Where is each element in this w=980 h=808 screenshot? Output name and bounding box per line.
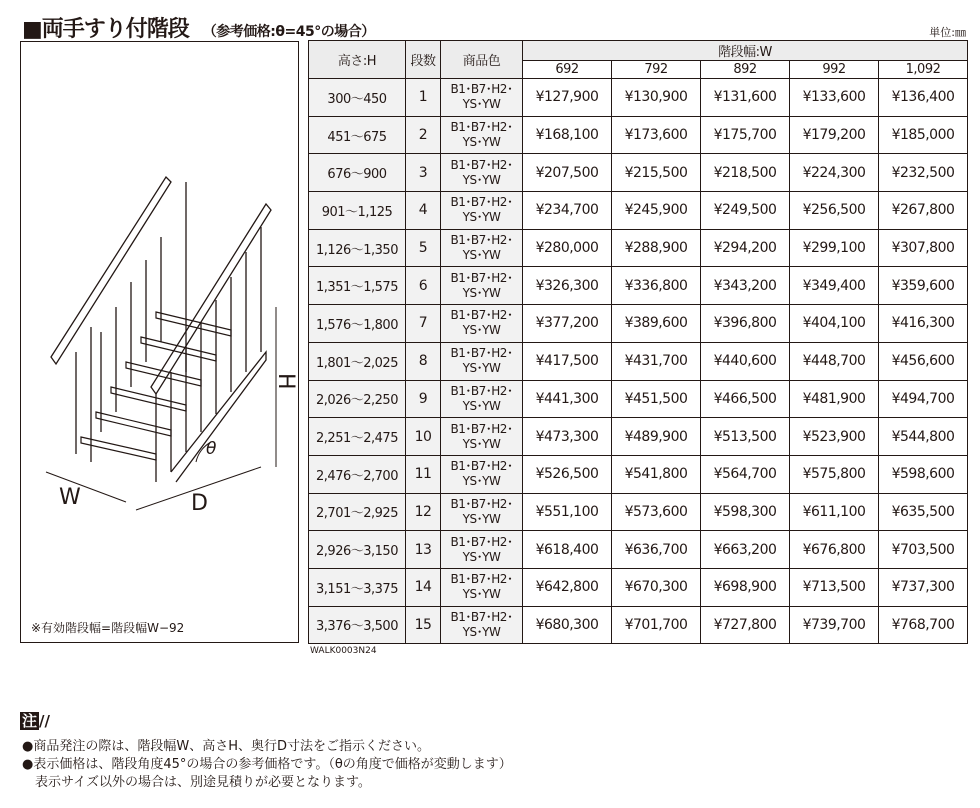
note-item: ●表示価格は、階段角度45°の場合の参考価格です。（θの角度で価格が変動します） bbox=[22, 757, 512, 772]
price-cell: ¥175,700 bbox=[701, 116, 790, 154]
color-line: YS･YW bbox=[462, 361, 501, 376]
header-height: 高さ:H bbox=[309, 41, 406, 79]
price-cell: ¥494,700 bbox=[879, 380, 968, 418]
label-h: H bbox=[273, 373, 298, 390]
stair-figure bbox=[20, 41, 299, 643]
header-steps: 段数 bbox=[406, 41, 441, 79]
price-cell: ¥359,600 bbox=[879, 267, 968, 305]
height-cell: 2,701〜2,925 bbox=[309, 493, 406, 531]
label-d: D bbox=[191, 491, 208, 516]
price-cell: ¥377,200 bbox=[523, 305, 612, 343]
color-cell bbox=[441, 493, 523, 531]
color-line: YS･YW bbox=[462, 210, 501, 225]
price-cell: ¥349,400 bbox=[790, 267, 879, 305]
height-cell: 2,476〜2,700 bbox=[309, 455, 406, 493]
price-cell: ¥526,500 bbox=[523, 455, 612, 493]
table-row bbox=[309, 606, 968, 644]
steps-cell: 1 bbox=[406, 79, 441, 117]
steps-cell: 9 bbox=[406, 380, 441, 418]
price-cell: ¥343,200 bbox=[701, 267, 790, 305]
table-row bbox=[309, 380, 968, 418]
color-cell bbox=[441, 116, 523, 154]
price-cell: ¥267,800 bbox=[879, 192, 968, 230]
price-cell: ¥127,900 bbox=[523, 79, 612, 117]
height-cell: 901〜1,125 bbox=[309, 192, 406, 230]
color-line: B1･B7･H2･ bbox=[450, 609, 513, 624]
price-cell: ¥768,700 bbox=[879, 606, 968, 644]
height-cell: 1,126〜1,350 bbox=[309, 229, 406, 267]
table-row bbox=[309, 418, 968, 456]
price-cell: ¥636,700 bbox=[612, 531, 701, 569]
price-cell: ¥676,800 bbox=[790, 531, 879, 569]
table-row bbox=[309, 342, 968, 380]
price-cell: ¥131,600 bbox=[701, 79, 790, 117]
price-cell: ¥703,500 bbox=[879, 531, 968, 569]
color-line: B1･B7･H2･ bbox=[450, 383, 513, 398]
price-cell: ¥249,500 bbox=[701, 192, 790, 230]
price-cell: ¥544,800 bbox=[879, 418, 968, 456]
price-cell: ¥207,500 bbox=[523, 154, 612, 192]
price-cell: ¥466,500 bbox=[701, 380, 790, 418]
table-row bbox=[309, 267, 968, 305]
price-cell: ¥448,700 bbox=[790, 342, 879, 380]
price-cell: ¥727,800 bbox=[701, 606, 790, 644]
price-cell: ¥326,300 bbox=[523, 267, 612, 305]
price-cell: ¥416,300 bbox=[879, 305, 968, 343]
color-line: YS･YW bbox=[462, 172, 501, 187]
color-line: YS･YW bbox=[462, 624, 501, 639]
color-line: B1･B7･H2･ bbox=[450, 233, 513, 248]
stair-illustration bbox=[21, 42, 300, 642]
color-line: B1･B7･H2･ bbox=[450, 308, 513, 323]
table-row bbox=[309, 493, 968, 531]
color-line: B1･B7･H2･ bbox=[450, 82, 513, 97]
price-cell: ¥215,500 bbox=[612, 154, 701, 192]
label-theta: θ bbox=[206, 439, 217, 459]
price-cell: ¥232,500 bbox=[879, 154, 968, 192]
steps-cell: 14 bbox=[406, 568, 441, 606]
price-cell: ¥224,300 bbox=[790, 154, 879, 192]
steps-cell: 10 bbox=[406, 418, 441, 456]
price-cell: ¥680,300 bbox=[523, 606, 612, 644]
table-row bbox=[309, 154, 968, 192]
price-cell: ¥136,400 bbox=[879, 79, 968, 117]
steps-cell: 12 bbox=[406, 493, 441, 531]
notes-heading: 注 // bbox=[22, 712, 50, 730]
title-text: ■両手すり付階段 bbox=[22, 17, 189, 42]
color-line: YS･YW bbox=[462, 511, 501, 526]
price-cell: ¥739,700 bbox=[790, 606, 879, 644]
header-width-4: 1,092 bbox=[879, 61, 968, 79]
price-cell: ¥642,800 bbox=[523, 568, 612, 606]
table-row bbox=[309, 192, 968, 230]
color-line: YS･YW bbox=[462, 323, 501, 338]
header-width-3: 992 bbox=[790, 61, 879, 79]
price-cell: ¥698,900 bbox=[701, 568, 790, 606]
color-cell bbox=[441, 568, 523, 606]
price-cell: ¥234,700 bbox=[523, 192, 612, 230]
note-item: 表示サイズ以外の場合は、別途見積りが必要となります。 bbox=[22, 775, 371, 790]
header-color: 商品色 bbox=[441, 41, 523, 79]
price-cell: ¥564,700 bbox=[701, 455, 790, 493]
price-cell: ¥573,600 bbox=[612, 493, 701, 531]
color-line: YS･YW bbox=[462, 549, 501, 564]
steps-cell: 11 bbox=[406, 455, 441, 493]
note-item: ●商品発注の際は、階段幅W、高さH、奥行D寸法をご指示ください。 bbox=[22, 739, 430, 754]
height-cell: 2,926〜3,150 bbox=[309, 531, 406, 569]
notes-heading-text: 注 bbox=[22, 712, 38, 730]
steps-cell: 13 bbox=[406, 531, 441, 569]
price-cell: ¥611,100 bbox=[790, 493, 879, 531]
table-row bbox=[309, 305, 968, 343]
price-cell: ¥598,300 bbox=[701, 493, 790, 531]
price-cell: ¥288,900 bbox=[612, 229, 701, 267]
color-line: B1･B7･H2･ bbox=[450, 496, 513, 511]
steps-cell: 8 bbox=[406, 342, 441, 380]
unit-label: 単位:㎜ bbox=[929, 26, 966, 39]
color-cell bbox=[441, 455, 523, 493]
price-cell: ¥551,100 bbox=[523, 493, 612, 531]
color-line: YS･YW bbox=[462, 587, 501, 602]
steps-cell: 4 bbox=[406, 192, 441, 230]
price-cell: ¥431,700 bbox=[612, 342, 701, 380]
steps-cell: 6 bbox=[406, 267, 441, 305]
price-cell: ¥294,200 bbox=[701, 229, 790, 267]
height-cell: 2,026〜2,250 bbox=[309, 380, 406, 418]
price-cell: ¥489,900 bbox=[612, 418, 701, 456]
color-line: B1･B7･H2･ bbox=[450, 459, 513, 474]
height-cell: 676〜900 bbox=[309, 154, 406, 192]
color-line: B1･B7･H2･ bbox=[450, 195, 513, 210]
color-line: B1･B7･H2･ bbox=[450, 534, 513, 549]
color-cell bbox=[441, 79, 523, 117]
price-cell: ¥523,900 bbox=[790, 418, 879, 456]
steps-cell: 2 bbox=[406, 116, 441, 154]
table-row bbox=[309, 568, 968, 606]
color-cell bbox=[441, 342, 523, 380]
steps-cell: 3 bbox=[406, 154, 441, 192]
header-width-0: 692 bbox=[523, 61, 612, 79]
color-cell bbox=[441, 531, 523, 569]
color-line: B1･B7･H2･ bbox=[450, 270, 513, 285]
steps-cell: 5 bbox=[406, 229, 441, 267]
height-cell: 1,351〜1,575 bbox=[309, 267, 406, 305]
color-cell bbox=[441, 192, 523, 230]
height-cell: 1,801〜2,025 bbox=[309, 342, 406, 380]
price-cell: ¥307,800 bbox=[879, 229, 968, 267]
height-cell: 451〜675 bbox=[309, 116, 406, 154]
notes-list bbox=[22, 738, 512, 792]
steps-cell: 15 bbox=[406, 606, 441, 644]
steps-cell: 7 bbox=[406, 305, 441, 343]
price-cell: ¥441,300 bbox=[523, 380, 612, 418]
price-cell: ¥451,500 bbox=[612, 380, 701, 418]
price-cell: ¥701,700 bbox=[612, 606, 701, 644]
price-cell: ¥179,200 bbox=[790, 116, 879, 154]
color-line: B1･B7･H2･ bbox=[450, 120, 513, 135]
table-row bbox=[309, 229, 968, 267]
color-cell bbox=[441, 154, 523, 192]
price-cell: ¥513,500 bbox=[701, 418, 790, 456]
price-cell: ¥541,800 bbox=[612, 455, 701, 493]
color-line: YS･YW bbox=[462, 135, 501, 150]
price-cell: ¥185,000 bbox=[879, 116, 968, 154]
price-cell: ¥663,200 bbox=[701, 531, 790, 569]
price-cell: ¥245,900 bbox=[612, 192, 701, 230]
color-cell bbox=[441, 380, 523, 418]
price-cell: ¥737,300 bbox=[879, 568, 968, 606]
page-title bbox=[22, 12, 375, 43]
color-cell bbox=[441, 606, 523, 644]
color-line: YS･YW bbox=[462, 398, 501, 413]
price-cell: ¥336,800 bbox=[612, 267, 701, 305]
color-line: YS･YW bbox=[462, 436, 501, 451]
subtitle: （参考価格:θ=45°の場合） bbox=[202, 24, 375, 40]
color-line: YS･YW bbox=[462, 97, 501, 112]
price-cell: ¥473,300 bbox=[523, 418, 612, 456]
header-width-1: 792 bbox=[612, 61, 701, 79]
price-cell: ¥168,100 bbox=[523, 116, 612, 154]
color-line: YS･YW bbox=[462, 285, 501, 300]
price-cell: ¥481,900 bbox=[790, 380, 879, 418]
color-line: YS･YW bbox=[462, 474, 501, 489]
price-cell: ¥299,100 bbox=[790, 229, 879, 267]
color-line: YS･YW bbox=[462, 248, 501, 263]
color-line: B1･B7･H2･ bbox=[450, 346, 513, 361]
price-cell: ¥598,600 bbox=[879, 455, 968, 493]
height-cell: 3,151〜3,375 bbox=[309, 568, 406, 606]
price-cell: ¥280,000 bbox=[523, 229, 612, 267]
color-cell bbox=[441, 418, 523, 456]
table-row bbox=[309, 79, 968, 117]
product-code: WALK0003N24 bbox=[310, 646, 377, 656]
price-cell: ¥670,300 bbox=[612, 568, 701, 606]
price-cell: ¥218,500 bbox=[701, 154, 790, 192]
color-line: B1･B7･H2･ bbox=[450, 572, 513, 587]
height-cell: 1,576〜1,800 bbox=[309, 305, 406, 343]
color-line: B1･B7･H2･ bbox=[450, 157, 513, 172]
header-width-2: 892 bbox=[701, 61, 790, 79]
price-cell: ¥635,500 bbox=[879, 493, 968, 531]
height-cell: 3,376〜3,500 bbox=[309, 606, 406, 644]
table-row bbox=[309, 531, 968, 569]
effective-width-note: ※有効階段幅=階段幅W−92 bbox=[31, 621, 185, 635]
header-width-group: 階段幅:W bbox=[523, 41, 968, 61]
color-line: B1･B7･H2･ bbox=[450, 421, 513, 436]
price-cell: ¥456,600 bbox=[879, 342, 968, 380]
table-row bbox=[309, 455, 968, 493]
price-table bbox=[308, 40, 968, 644]
price-cell: ¥389,600 bbox=[612, 305, 701, 343]
price-cell: ¥173,600 bbox=[612, 116, 701, 154]
price-cell: ¥256,500 bbox=[790, 192, 879, 230]
height-cell: 300〜450 bbox=[309, 79, 406, 117]
table-row bbox=[309, 116, 968, 154]
color-cell bbox=[441, 267, 523, 305]
color-cell bbox=[441, 305, 523, 343]
price-cell: ¥396,800 bbox=[701, 305, 790, 343]
label-w: W bbox=[59, 485, 81, 510]
price-cell: ¥130,900 bbox=[612, 79, 701, 117]
price-cell: ¥133,600 bbox=[790, 79, 879, 117]
price-cell: ¥440,600 bbox=[701, 342, 790, 380]
price-cell: ¥404,100 bbox=[790, 305, 879, 343]
height-cell: 2,251〜2,475 bbox=[309, 418, 406, 456]
price-cell: ¥417,500 bbox=[523, 342, 612, 380]
price-cell: ¥575,800 bbox=[790, 455, 879, 493]
color-cell bbox=[441, 229, 523, 267]
price-cell: ¥713,500 bbox=[790, 568, 879, 606]
price-cell: ¥618,400 bbox=[523, 531, 612, 569]
